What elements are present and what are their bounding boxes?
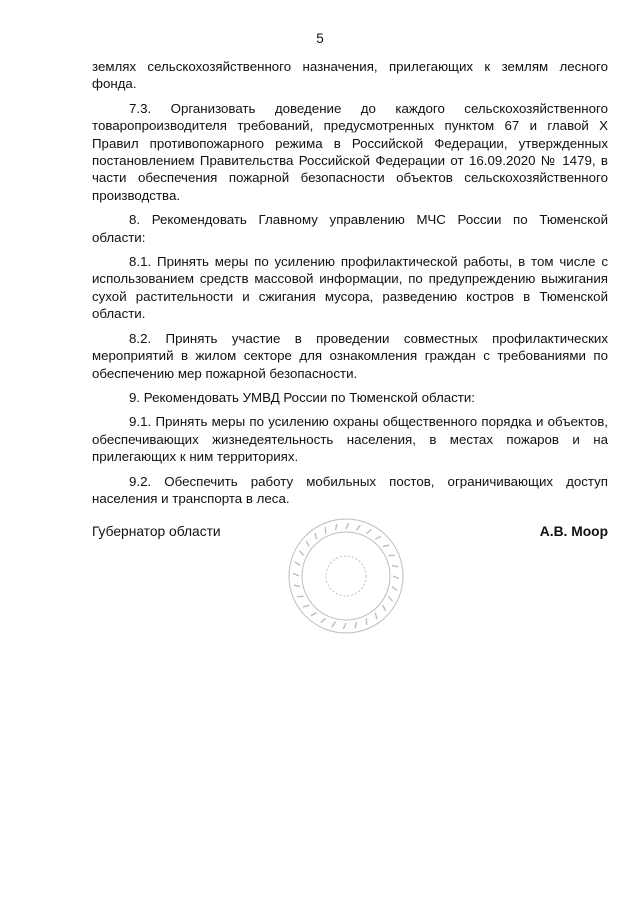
seal-letter-mark [311,613,317,616]
signatory-name: А.В. Моор [539,524,608,539]
seal-letter-mark [383,605,386,611]
seal-letter-mark [392,566,398,567]
seal-emblem [326,556,366,596]
page-number: 5 [316,31,324,46]
seal-letter-mark [388,596,392,601]
seal-outer-ring [289,519,403,633]
paragraph-8: 8. Рекомендовать Главному управлению МЧС России по Тюменской области: [92,212,608,245]
paragraph-continuation: землях сельскохозяйственного назначения, прилегающих к землям лесного фонда. [92,59,608,92]
seal-letter-mark [375,613,377,619]
paragraph-9-2: 9.2. Обеспечить работу мобильных постов, ограничивающих доступ населения и транспорта в леса. [92,473,608,506]
paragraph-8-1: 8.1. Принять меры по усилению профилактической работы, в том числе с использованием средств массовой информации, по предупреждению выжигания сухой растительности и сжигания мусора, разведению костров в Тюменской области. [92,254,608,322]
seal-ring-lettering [293,523,399,629]
official-seal [286,516,406,636]
seal-letter-mark [332,622,336,627]
paragraph-9-1: 9.1. Принять меры по усилению охраны общественного порядка и объектов, обеспечивающих жизнедеятельность населения, в местах пожаров и на прилегающих к ним территориях. [92,414,608,465]
seal-letter-mark [336,524,337,530]
paragraph-7-3: 7.3. Организовать доведение до каждого сельскохозяйственного товаропроизводителя требований, предусмотренных пунктом 67 и главой X Правил противопожарного режима в Российской Федерации, утвержденных постановлением Правительства Российской Федерации от 16.09.2020 № 1479, в части обеспечения пожарной безопасности объектов сельскохозяйственного производства. [92,100,608,203]
seal-letter-mark [356,525,360,530]
paragraph-8-2: 8.2. Принять участие в проведении совместных профилактических мероприятий в жилом секторе для ознакомления граждан с требованиями по обеспечению мер пожарной безопасности. [92,330,608,381]
seal-letter-mark [306,541,309,547]
seal-letter-mark [346,523,349,529]
seal-letter-mark [321,618,326,622]
seal-letter-mark [355,622,356,628]
seal-letter-mark [343,623,346,629]
seal-letter-mark [294,585,300,586]
seal-letter-mark [299,551,303,556]
signatory-position: Губернатор области [92,524,221,539]
seal-letter-mark [383,545,389,547]
seal-letter-mark [293,573,299,576]
seal-letter-mark [392,586,397,590]
seal-letter-mark [315,533,317,539]
seal-letter-mark [366,529,371,533]
document-body [92,58,608,514]
seal-letter-mark [303,605,309,607]
seal-letter-mark [375,536,381,539]
seal-inner-ring [302,532,390,620]
seal-letter-mark [295,562,300,566]
paragraph-9: 9. Рекомендовать УМВД России по Тюменской области: [129,389,476,405]
seal-letter-mark [393,576,399,579]
